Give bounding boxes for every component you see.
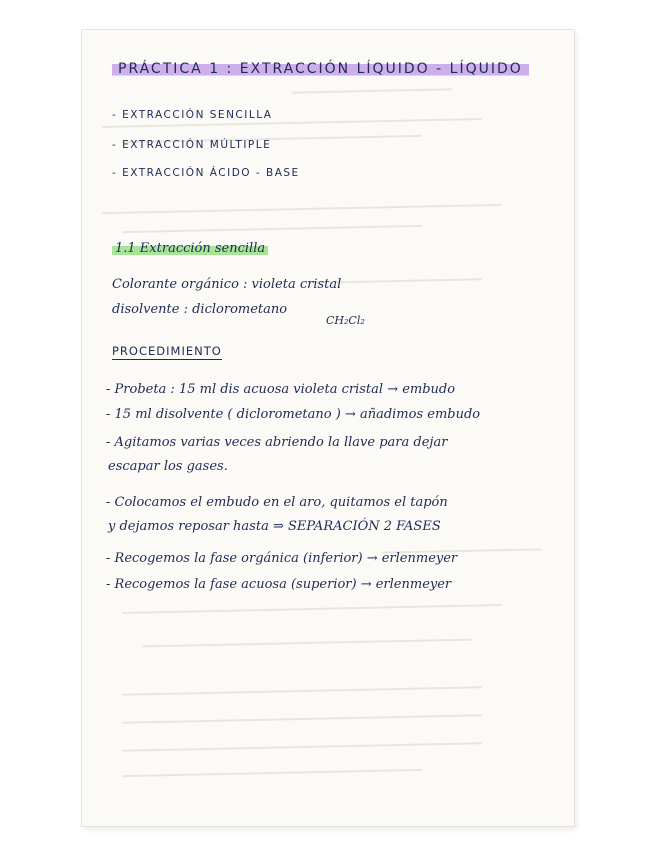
page-title — [112, 62, 529, 76]
procedure-heading — [112, 346, 222, 358]
bleed-mark — [122, 604, 502, 614]
bleed-mark — [122, 225, 422, 233]
type-item-sencilla: - EXTRACCIÓN SENCILLA — [112, 109, 273, 121]
notebook-page — [82, 30, 574, 826]
bleed-mark — [122, 742, 482, 752]
formula: CH₂Cl₂ — [326, 314, 365, 327]
bleed-mark — [122, 686, 482, 696]
bleed-mark — [122, 769, 422, 777]
bleed-mark — [142, 639, 472, 648]
step-4: - Colocamos el embudo en el aro, quitamos el tapón — [106, 495, 448, 510]
step-4-cont: y dejamos reposar hasta ⇒ SEPARACIÓN 2 FASES — [108, 519, 441, 534]
title-highlight: PRÁCTICA 1 : EXTRACCIÓN LÍQUIDO - LÍQUIDO — [112, 61, 529, 77]
bleed-mark — [122, 714, 482, 724]
colorante-line: Colorante orgánico : violeta cristal — [112, 277, 342, 292]
type-item-acido-base: - EXTRACCIÓN ÁCIDO - BASE — [112, 167, 300, 179]
step-5: - Recogemos la fase orgánica (inferior) → erlenmeyer — [106, 551, 458, 566]
section-heading-highlight: 1.1 Extracción sencilla — [112, 241, 268, 256]
disolvente-line: disolvente : diclorometano — [112, 302, 288, 317]
type-item-multiple: - EXTRACCIÓN MÚLTIPLE — [112, 139, 272, 151]
bleed-mark — [102, 204, 502, 214]
bleed-mark — [292, 88, 452, 93]
step-6: - Recogemos la fase acuosa (superior) → erlenmeyer — [106, 577, 452, 592]
step-3: - Agitamos varias veces abriendo la llave para dejar — [106, 435, 448, 450]
step-3-cont: escapar los gases. — [108, 459, 228, 474]
procedure-heading-text: PROCEDIMIENTO — [112, 344, 222, 358]
step-1: - Probeta : 15 ml dis acuosa violeta cristal → embudo — [106, 382, 456, 397]
step-2: - 15 ml disolvente ( diclorometano ) → añadimos embudo — [106, 407, 481, 422]
section-heading — [112, 242, 268, 255]
